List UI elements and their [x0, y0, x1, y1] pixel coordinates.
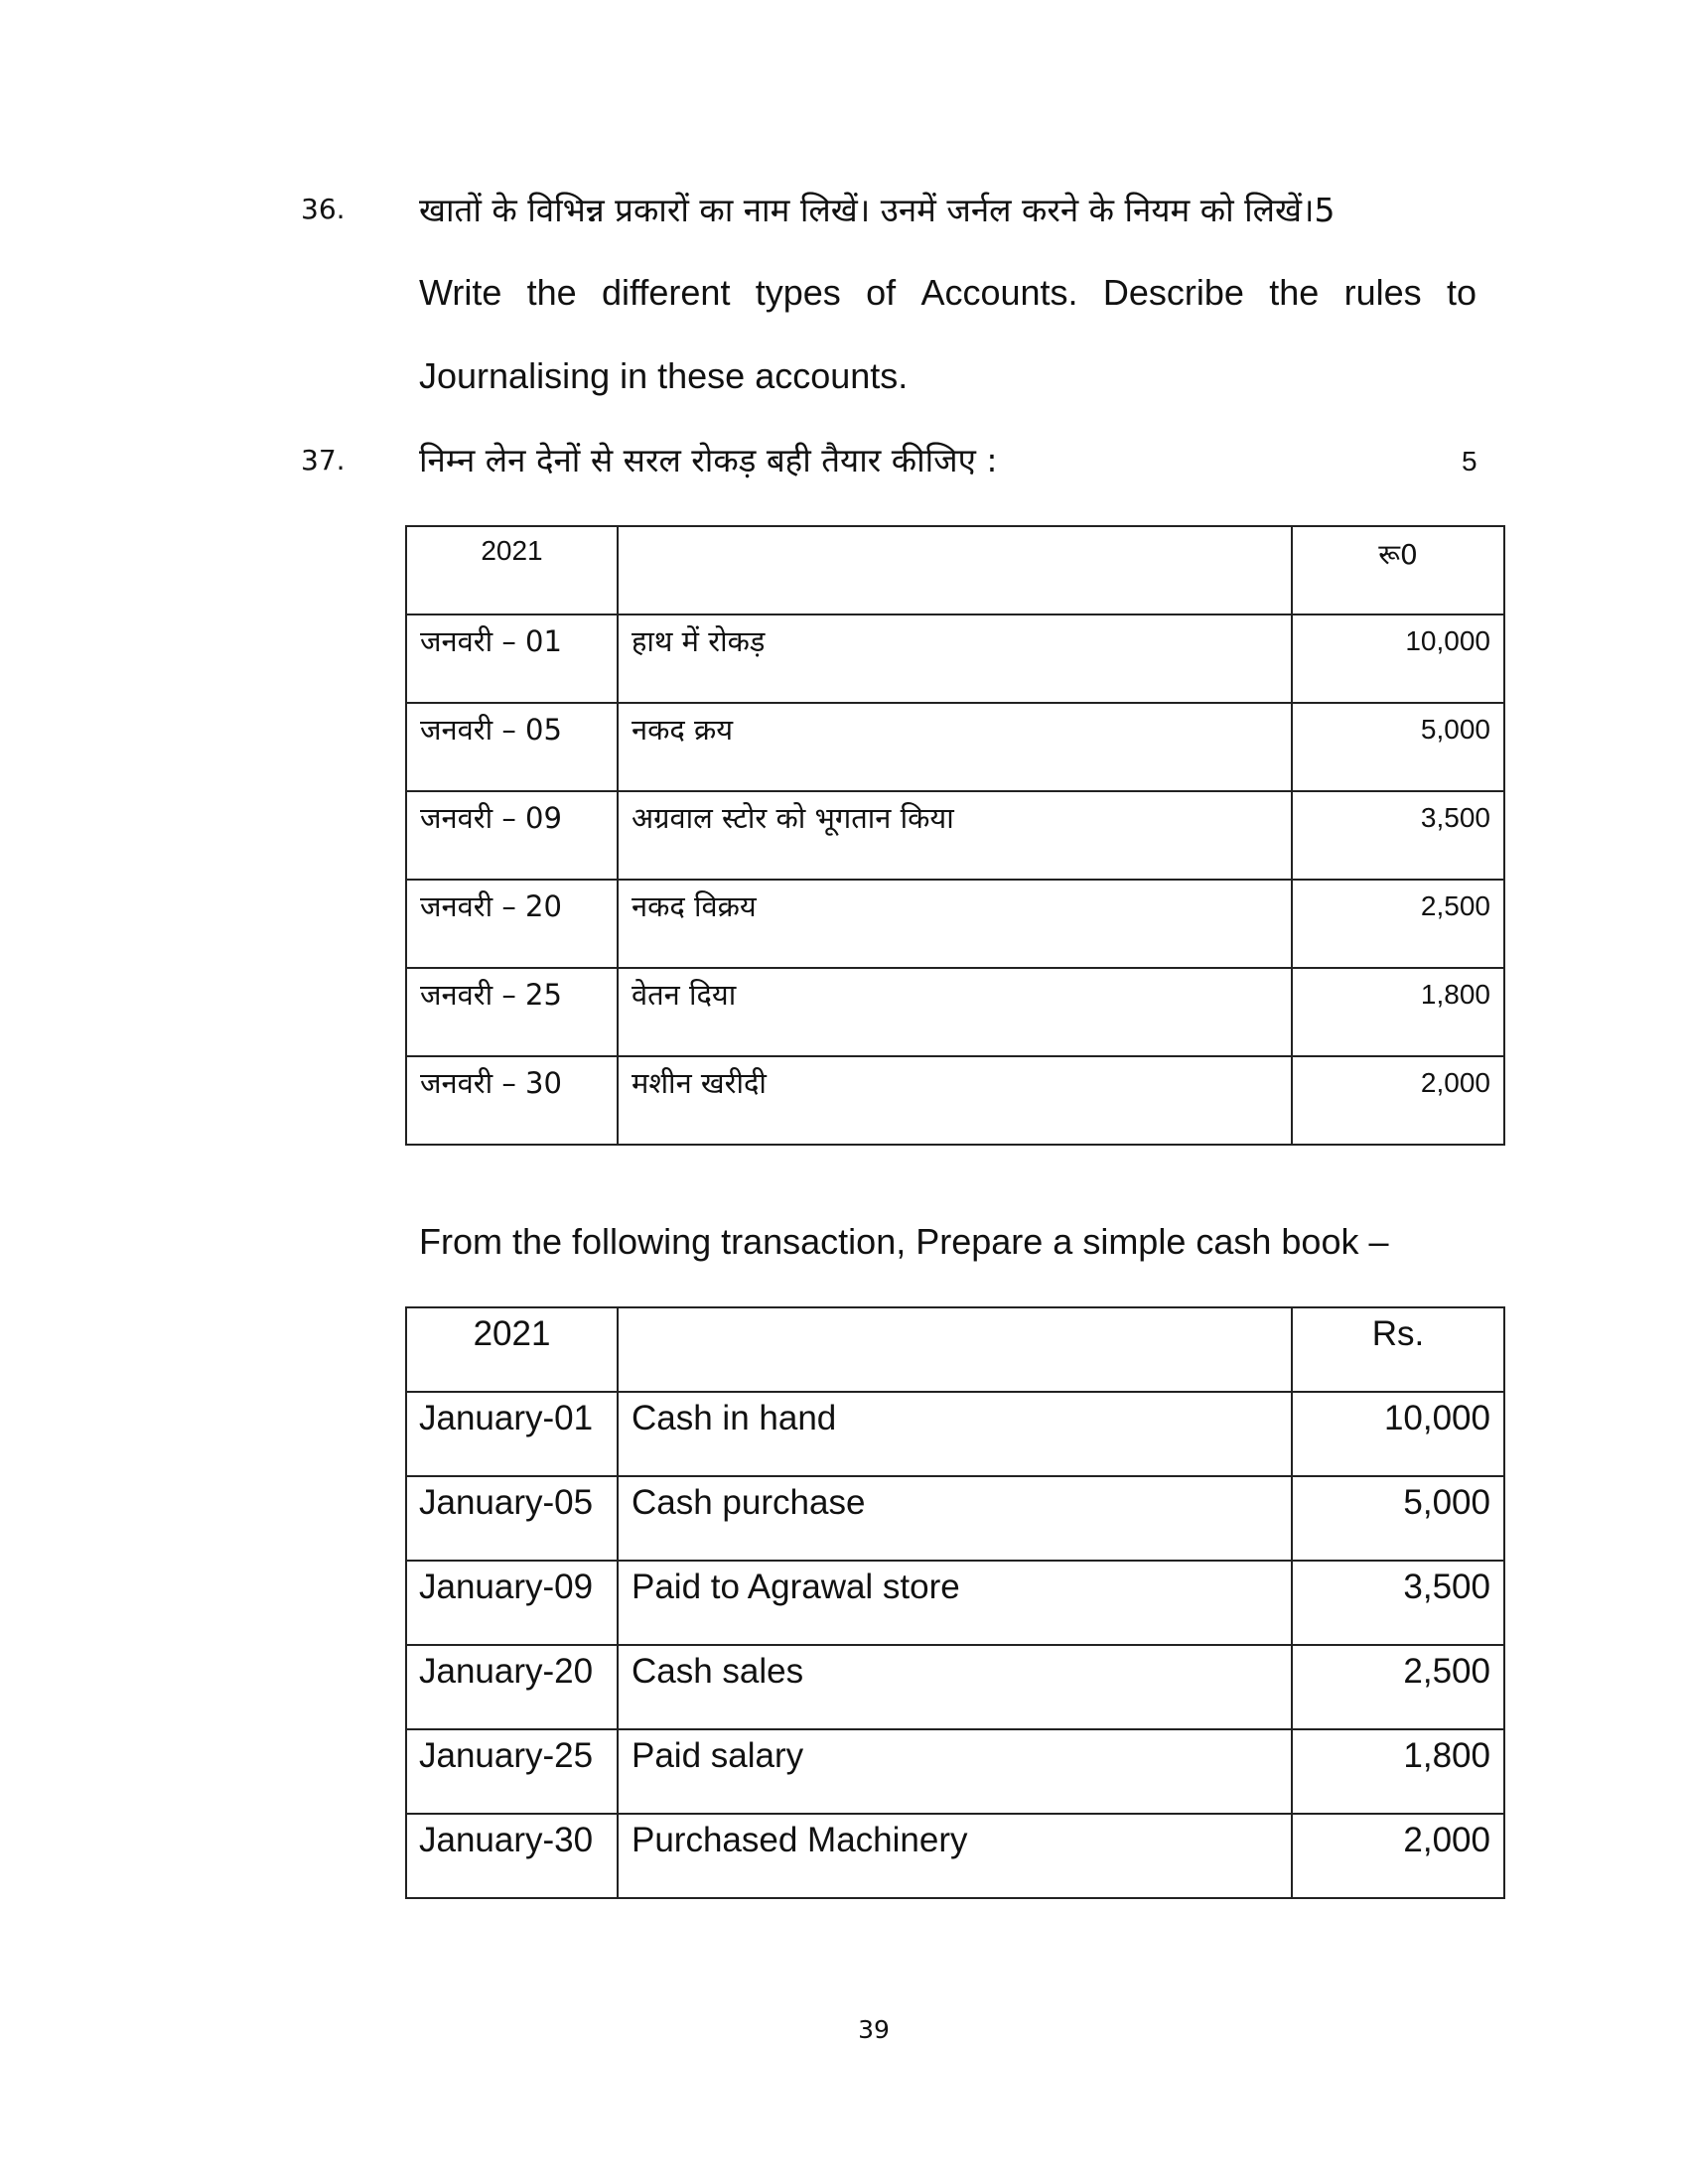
- amount-cell: 2,500: [1292, 880, 1504, 968]
- date-cell: January-20: [406, 1645, 618, 1729]
- amount-cell: 2,500: [1292, 1645, 1504, 1729]
- date-cell: जनवरी – 20: [406, 880, 618, 968]
- amount-cell: 1,800: [1292, 1729, 1504, 1814]
- particulars-cell: मशीन खरीदी: [618, 1056, 1292, 1145]
- english-transactions-table: [405, 1306, 1505, 1899]
- q36-word: to: [1446, 272, 1477, 313]
- table-row: [406, 880, 1504, 968]
- question-36-hindi-text: खातों के विभिन्न प्रकारों का नाम लिखें। उनमें जर्नल करने के नियम को लिखें।5: [419, 191, 1336, 229]
- table-row: [406, 1056, 1504, 1145]
- particulars-header: [618, 526, 1292, 614]
- table-row: [406, 614, 1504, 703]
- table-row: [406, 1645, 1504, 1729]
- amount-cell: 10,000: [1292, 614, 1504, 703]
- q36-word: of: [866, 272, 897, 313]
- amount-cell: 3,500: [1292, 791, 1504, 880]
- amount-cell: 3,500: [1292, 1561, 1504, 1645]
- particulars-cell: नकद विक्रय: [618, 880, 1292, 968]
- currency-header: Rs.: [1292, 1307, 1504, 1392]
- particulars-cell: Cash sales: [618, 1645, 1292, 1729]
- amount-cell: 10,000: [1292, 1392, 1504, 1476]
- q36-word: the: [1269, 272, 1320, 313]
- date-cell: January-30: [406, 1814, 618, 1898]
- amount-cell: 5,000: [1292, 703, 1504, 791]
- q36-word: the: [526, 272, 577, 313]
- particulars-cell: अग्रवाल स्टोर को भूगतान किया: [618, 791, 1292, 880]
- table-row: [406, 1392, 1504, 1476]
- year-header: 2021: [406, 1307, 618, 1392]
- particulars-cell: नकद क्रय: [618, 703, 1292, 791]
- question-37-hindi-text: निम्न लेन देनों से सरल रोकड़ बही तैयार कीजिए :: [419, 441, 998, 479]
- question-36-english-line-2: Journalising in these accounts.: [419, 355, 909, 396]
- table-row: [406, 1729, 1504, 1814]
- q36-word: Write: [419, 272, 502, 313]
- q36-word: Accounts.: [920, 272, 1078, 313]
- table-row: [406, 791, 1504, 880]
- particulars-cell: Paid salary: [618, 1729, 1292, 1814]
- q36-word: different: [602, 272, 731, 313]
- table-header-row: [406, 1307, 1504, 1392]
- q36-word: rules: [1343, 272, 1422, 313]
- particulars-cell: Cash purchase: [618, 1476, 1292, 1561]
- question-36-english-line-1: [419, 272, 1477, 314]
- particulars-cell: Cash in hand: [618, 1392, 1292, 1476]
- question-37-number: 37.: [301, 444, 346, 477]
- table-header-row: [406, 526, 1504, 614]
- date-cell: January-01: [406, 1392, 618, 1476]
- amount-cell: 1,800: [1292, 968, 1504, 1056]
- date-cell: जनवरी – 09: [406, 791, 618, 880]
- amount-cell: 2,000: [1292, 1056, 1504, 1145]
- q36-word: types: [755, 272, 841, 313]
- date-cell: जनवरी – 25: [406, 968, 618, 1056]
- hindi-transactions-table: [405, 525, 1505, 1146]
- question-37-marks: 5: [1462, 446, 1477, 477]
- amount-cell: 5,000: [1292, 1476, 1504, 1561]
- particulars-cell: Paid to Agrawal store: [618, 1561, 1292, 1645]
- date-cell: जनवरी – 01: [406, 614, 618, 703]
- date-cell: January-09: [406, 1561, 618, 1645]
- question-37-english-prompt: From the following transaction, Prepare a simple cash book –: [419, 1221, 1389, 1262]
- date-cell: January-05: [406, 1476, 618, 1561]
- table-row: [406, 1561, 1504, 1645]
- page-number: 39: [858, 2015, 890, 2044]
- particulars-cell: हाथ में रोकड़: [618, 614, 1292, 703]
- q36-word: Describe: [1102, 272, 1244, 313]
- currency-header: रू0: [1292, 526, 1504, 614]
- table-row: [406, 1814, 1504, 1898]
- table-row: [406, 1476, 1504, 1561]
- particulars-cell: Purchased Machinery: [618, 1814, 1292, 1898]
- particulars-cell: वेतन दिया: [618, 968, 1292, 1056]
- particulars-header: [618, 1307, 1292, 1392]
- date-cell: जनवरी – 05: [406, 703, 618, 791]
- date-cell: जनवरी – 30: [406, 1056, 618, 1145]
- amount-cell: 2,000: [1292, 1814, 1504, 1898]
- question-36-number: 36.: [301, 193, 346, 225]
- table-row: [406, 703, 1504, 791]
- date-cell: January-25: [406, 1729, 618, 1814]
- year-header: 2021: [406, 526, 618, 614]
- table-row: [406, 968, 1504, 1056]
